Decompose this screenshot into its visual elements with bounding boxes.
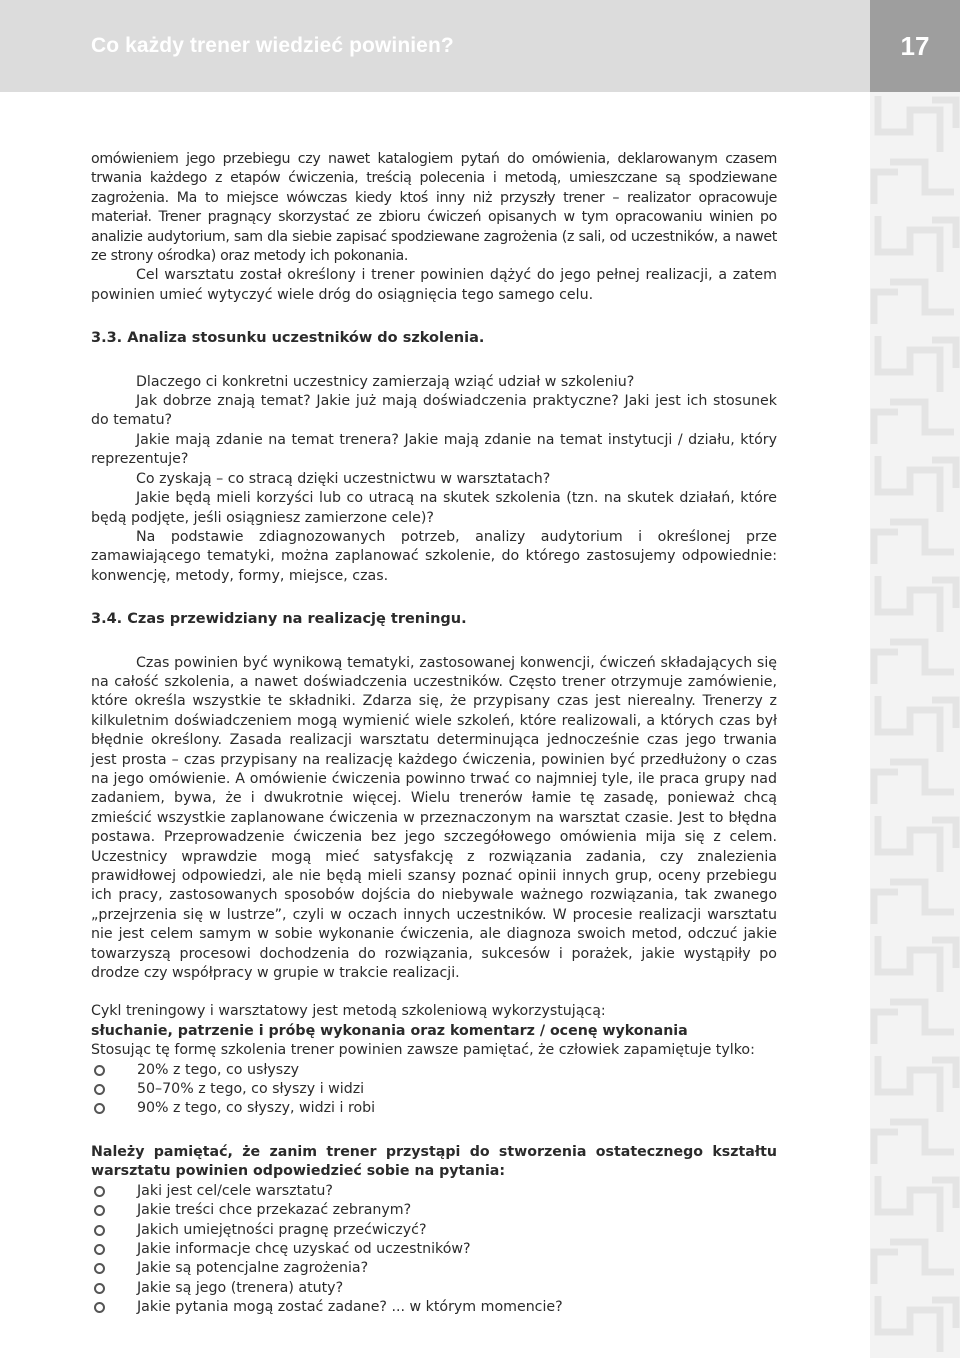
list-item: 50–70% z tego, co słyszy i widzi — [91, 1080, 777, 1099]
list-item: Jakich umiejętności pragnę przećwiczyć? — [91, 1221, 777, 1240]
list-item: Jaki jest cel/cele warsztatu? — [91, 1182, 777, 1201]
body-paragraph: Na podstawie zdiagnozowanych potrzeb, analizy audytorium i określonej prze zamawiającego tematyki, można zaplanować szkolenie, do którego zastosujemy odpowiednie: konwencję, metody, formy, miejsce, czas. — [91, 528, 777, 584]
ring-bullet-icon — [94, 1084, 105, 1095]
question-item: Jak dobrze znają temat? Jakie już mają doświadczenia praktyczne? Jaki jest ich stosunek do tematu? — [91, 393, 777, 429]
cycle-bold-line: słuchanie, patrzenie i próbę wykonania oraz komentarz / ocenę wykonania — [91, 1022, 688, 1039]
list-item: Jakie pytania mogą zostać zadane? ... w którym momencie? — [91, 1298, 777, 1317]
list-item: Jakie są potencjalne zagrożenia? — [91, 1259, 777, 1278]
cycle-intro: Cykl treningowy i warsztatowy jest metodą szkoleniową wykorzystującą: — [91, 1003, 606, 1020]
question-item: Jakie będą mieli korzyści lub co utracą na skutek szkolenia (tzn. na skutek działań, które będą podjęte, jeśli osiągniesz zamierzone cele)? — [91, 490, 777, 526]
checklist-heading: Należy pamiętać, że zanim trener przystąpi do stworzenia ostatecznego kształtu warsztatu powinien odpowiedzieć sobie na pytania: — [91, 1143, 777, 1180]
question-item: Jakie mają zdanie na temat trenera? Jakie mają zdanie na temat instytucji / działu, który reprezentuje? — [91, 431, 777, 468]
list-item: Jakie informacje chcę uzyskać od uczestników? — [91, 1240, 777, 1259]
ring-bullet-icon — [94, 1103, 105, 1114]
question-item: Co zyskają – co stracą dzięki uczestnictwu w warsztatach? — [136, 470, 551, 487]
section-heading-3-3: 3.3. Analiza stosunku uczestników do szkolenia. — [91, 330, 485, 347]
page-content — [91, 150, 777, 1318]
ring-bullet-icon — [94, 1263, 105, 1274]
ring-bullet-icon — [94, 1186, 105, 1197]
list-item: Jakie treści chce przekazać zebranym? — [91, 1201, 777, 1220]
question-list — [91, 373, 777, 586]
body-paragraph: Czas powinien być wynikową tematyki, zastosowanej konwencji, ćwiczeń składających się na całość szkolenia, a nawet doświadczenia uczestników. Często trener otrzymuje zamówienie, które określa wszystkie te składniki. Zdarza się, że przypisany czas jest nierealny. Trenerzy z kilkuletnim doświadczeniem mogą wymienić wiele szkoleń, które realizowali, a których czas był błędnie określony. Zasada realizacji warsztatu determinująca jednocześnie czas jego trwania jest prosta – czas przypisany na realizację każdego ćwiczenia, powinien być przedłużony o czas na jego omówienie. A omówienie ćwiczenia powinno trwać co najmniej tyle, ile praca grupy nad zadaniem, bywa, że i dwukrotnie więcej. Wielu trenerów łamie tę zasadę, ponieważ chcą zmieścić wszystkie zaplanowane ćwiczenia w przeznaczonym na warsztat czasie. Jest to błędna postawa. Przeprowadzenie ćwiczenia bez jego szczegółowego omówienia mija się z celem. Uczestnicy wprawdzie mogą mieć satysfakcję z rozwiązania zadania, czy znalezienia prawidłowej odpowiedzi, ale nie będą mieli szansy poznać opinii innych grup, oceny przebiegu ich pracy, zastosowanych sposobów dojścia do niebywale ważnego rozwiązania, tak zwanego „przejrzenia się w lustrze”, czyli w oczach innych uczestników. W procesie realizacji warsztatu nie jest celem samym w sobie wykonanie ćwiczenia, ale diagnoza swoich metod, odczuć jakie towarzyszą procesowi dochodzenia do rozwiązania, sukcesów i porażek, jakie wystąpiły po drodze czy współpracy w grupie w trakcie realizacji. — [91, 654, 777, 982]
ring-bullet-icon — [94, 1283, 105, 1294]
list-item: 90% z tego, co słyszy, widzi i robi — [91, 1099, 777, 1118]
body-paragraph: Cel warsztatu został określony i trener powinien dążyć do jego pełnej realizacji, a zatem powinien umieć wytyczyć wiele dróg do osiągnięcia tego samego celu. — [91, 267, 777, 303]
ring-bullet-icon — [94, 1065, 105, 1076]
ring-bullet-icon — [94, 1244, 105, 1255]
ring-bullet-icon — [94, 1225, 105, 1236]
page-number: 17 — [870, 0, 960, 92]
cycle-lead: Stosując tę formę szkolenia trener powinien zawsze pamiętać, że człowiek zapamiętuje tylko: — [91, 1042, 755, 1059]
question-item: Dlaczego ci konkretni uczestnicy zamierzają wziąć udział w szkoleniu? — [136, 373, 635, 390]
list-item: Jakie są jego (trenera) atuty? — [91, 1279, 777, 1298]
retention-list — [91, 1061, 777, 1119]
ring-bullet-icon — [94, 1302, 105, 1313]
section-heading-3-4: 3.4. Czas przewidziany na realizację treningu. — [91, 611, 467, 628]
checklist — [91, 1182, 777, 1318]
body-paragraph: omówieniem jego przebiegu czy nawet katalogiem pytań do omówienia, deklarowanym czasem trwania każdego z etapów ćwiczenia, treścią polecenia i metodą, umieszczane są spodziewane zagrożenia. Ma to miejsce wówczas kiedy ktoś inny niż przyszły trener – realizator opracowuje materiał. Trener pragnący skorzystać ze zbioru ćwiczeń opisanych w tym opracowaniu winien po analizie audytorium, sam dla siebie zapisać spodziewane zagrożenia (z sali, od uczestników, a nawet ze strony ośrodka) oraz metody ich pokonania. — [91, 151, 777, 265]
running-title: Co każdy trener wiedzieć powinien? — [91, 34, 454, 57]
list-item: 20% z tego, co usłyszy — [91, 1061, 777, 1080]
ring-bullet-icon — [94, 1205, 105, 1216]
maze-pattern — [870, 92, 960, 1358]
decorative-side-strip — [870, 92, 960, 1358]
